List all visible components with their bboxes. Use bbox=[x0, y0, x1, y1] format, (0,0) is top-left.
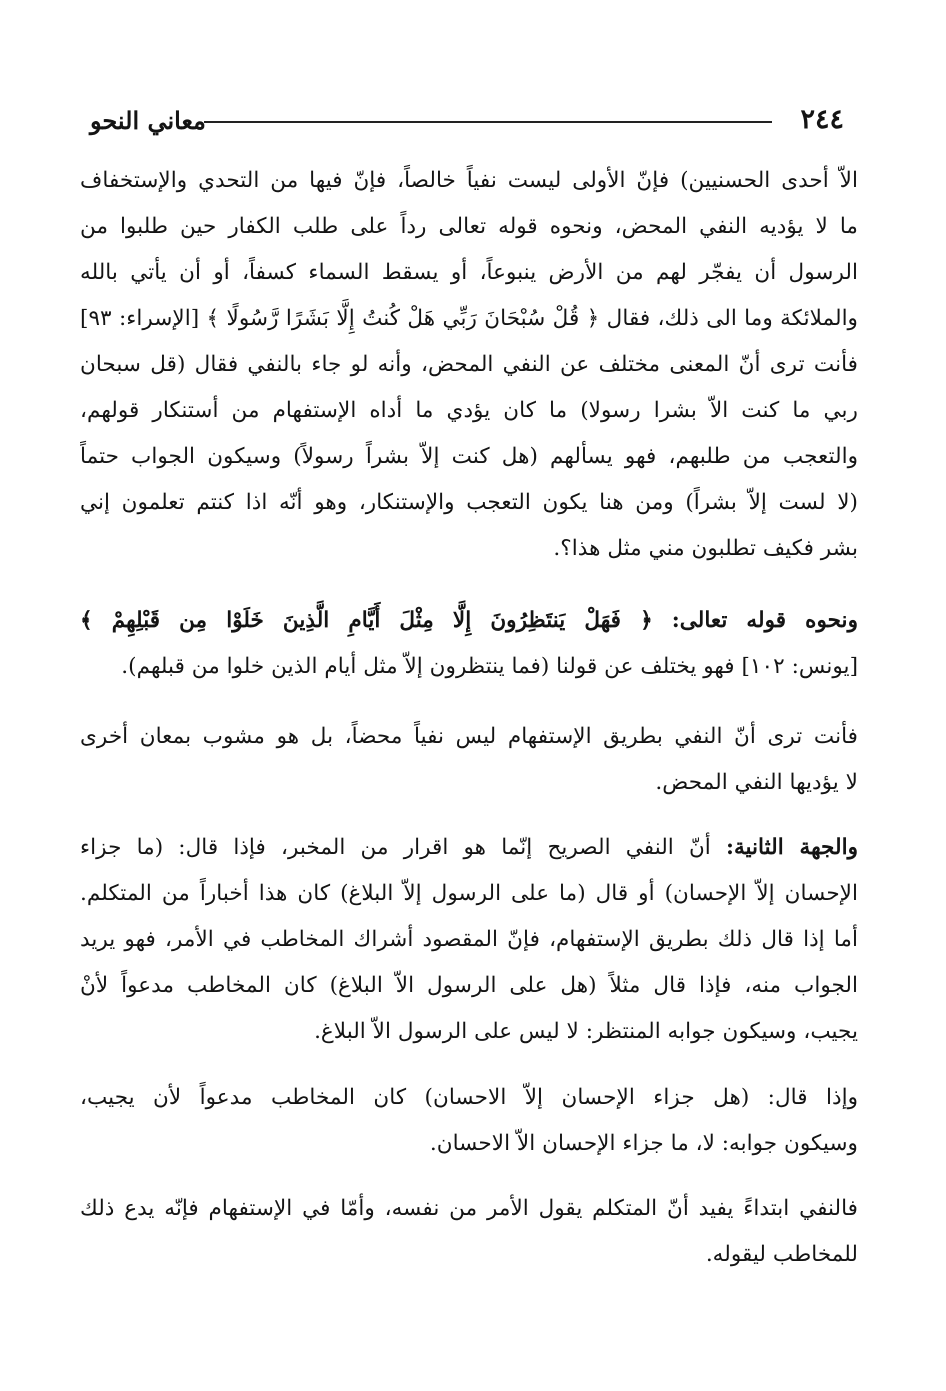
text-line: (لا لست إلاّ بشراً) ومن هنا يكون التعجب والإستنكار، وهو أنّه اذا كنتم تعلمون إني bbox=[80, 490, 858, 515]
text-line-with-quran-verse: ونحوه قوله تعالى: ﴿ فَهَلْ يَنتَظِرُونَ إِلَّا مِثْلَ أَيَّامِ الَّذِينَ خَلَوْا مِن قَبْلِهِمْ ﴾ bbox=[80, 608, 858, 633]
text-line: الرسول أن يفجّر لهم من الأرض ينبوعاً، أو يسقط السماء كسفاً، أو أن يأتي بالله bbox=[80, 260, 858, 285]
text-line: أما إذا قال ذلك بطريق الإستفهام، فإنّ المقصود أشراك المخاطب في الأمر، فهو يريد bbox=[80, 927, 858, 952]
text-line: الجواب منه، فإذا قال مثلاً (هل على الرسول الاّ البلاغ) كان المخاطب مدعواً لأنْ bbox=[80, 973, 858, 998]
text-line: لا يؤديها النفي المحض. bbox=[655, 770, 858, 795]
paragraph-4 bbox=[80, 825, 858, 1055]
text-line: الاّ أحدى الحسنيين) فإنّ الأولى ليست نفياً خالصاً، فإنّ فيها من التحدي والإستخفاف bbox=[80, 168, 858, 193]
text-line: للمخاطب ليقوله. bbox=[705, 1242, 858, 1267]
text-line bbox=[80, 825, 858, 871]
text-line: فأنت ترى أنّ المعنى مختلف عن النفي المحض، وأنه لو جاء بالنفي فقال (قل سبحان bbox=[80, 352, 858, 377]
paragraph-2 bbox=[80, 598, 858, 690]
text-line: فأنت ترى أنّ النفي بطريق الإستفهام ليس نفياً محضاً، بل هو مشوب بمعان أخرى bbox=[80, 724, 858, 749]
text-line: فالنفي ابتداءً يفيد أنّ المتكلم يقول الأمر من نفسه، وأمّا في الإستفهام فإنّه يدع ذلك bbox=[80, 1196, 858, 1221]
text-line: بشر فكيف تطلبون مني مثل هذا؟. bbox=[553, 536, 858, 561]
text-line: الإحسان إلاّ الإحسان) أو قال (ما على الرسول إلاّ البلاغ) كان هذا أخباراً من المتكلم. bbox=[80, 881, 858, 906]
text-line: ربي ما كنت الاّ بشرا رسولا) ما كان يؤدي ما أداه الإستفهام من أستنكار قولهم، bbox=[80, 398, 858, 423]
text-line: [يونس: ١٠٢] فهو يختلف عن قولنا (فما ينتظرون إلاّ مثل أيام الذين خلوا من قبلهم). bbox=[121, 654, 858, 679]
section-lead: والجهة الثانية: bbox=[725, 835, 858, 860]
paragraph-6 bbox=[80, 1186, 858, 1278]
running-title: معاني النحو bbox=[90, 106, 206, 135]
page-header bbox=[90, 100, 856, 144]
text-line: وسيكون جوابه: لا، ما جزاء الإحسان الاّ الاحسان. bbox=[429, 1131, 858, 1156]
text-line: وإذا قال: (هل جزاء الإحسان إلاّ الاحسان) كان المخاطب مدعواً لأن يجيب، bbox=[80, 1085, 858, 1110]
text-line: يجيب، وسيكون جوابه المنتظر: لا ليس على الرسول الاّ البلاغ. bbox=[314, 1019, 858, 1044]
text-line-with-quran-verse: والملائكة وما الى ذلك، فقال ﴿ قُلْ سُبْحَانَ رَبِّي هَلْ كُنتُ إِلَّا بَشَرًا رَّسُولًا ﴾ [الإسراء: ٩٣] bbox=[80, 306, 858, 331]
text-line: ما لا يؤديه النفي المحض، ونحوه قوله تعالى رداً على طلب الكفار حين طلبوا من bbox=[80, 214, 858, 239]
text-span: أنّ النفي الصريح إنّما هو اقرار من المخبر، فإذا قال: (ما جزاء bbox=[80, 835, 726, 860]
header-rule bbox=[204, 121, 772, 123]
page-number: ٢٤٤ bbox=[800, 104, 844, 135]
paragraph-5 bbox=[80, 1075, 858, 1167]
paragraph-3 bbox=[80, 714, 858, 806]
text-line: والتعجب من طلبهم، فهو يسألهم (هل كنت إلاّ بشراً رسولاً) وسيكون الجواب حتماً bbox=[80, 444, 858, 469]
paragraph-1 bbox=[80, 158, 858, 572]
